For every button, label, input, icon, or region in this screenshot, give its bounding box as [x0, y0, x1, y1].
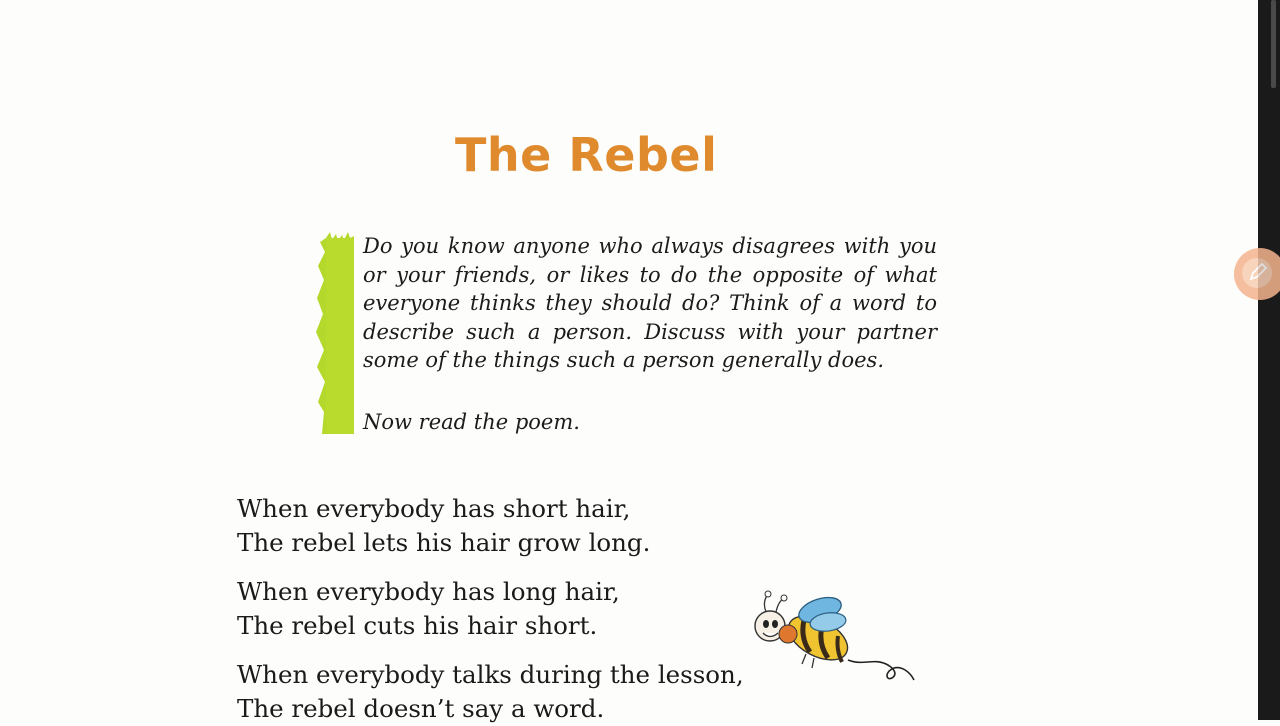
intro-paragraph: Do you know anyone who always disagrees with you or your friends, or likes to do the opposite of what everyone thinks they should do? Think of a word to describe such a person. Discuss with your partner some of the things such a person generally does. [363, 234, 937, 373]
poem-line: The rebel lets his hair grow long. [237, 528, 651, 557]
stanza-3 [237, 658, 744, 726]
bee-illustration [748, 588, 918, 688]
screen-edge [1258, 0, 1280, 720]
stanza-2 [237, 575, 620, 643]
poem-line: When everybody has long hair, [237, 577, 620, 606]
poem-line: The rebel doesn’t say a word. [237, 694, 605, 723]
poem-line: The rebel cuts his hair short. [237, 611, 598, 640]
stanza-1 [237, 492, 650, 560]
floating-edit-button[interactable] [1234, 248, 1280, 300]
poem-line: When everybody talks during the lesson, [237, 660, 744, 689]
pencil-icon [1248, 262, 1268, 282]
reading-instruction: Now read the poem. [363, 410, 580, 434]
accent-bar [316, 232, 354, 434]
poem-line: When everybody has short hair, [237, 494, 631, 523]
scrollbar-thumb[interactable] [1271, 0, 1276, 88]
poem-title: The Rebel [455, 128, 718, 182]
